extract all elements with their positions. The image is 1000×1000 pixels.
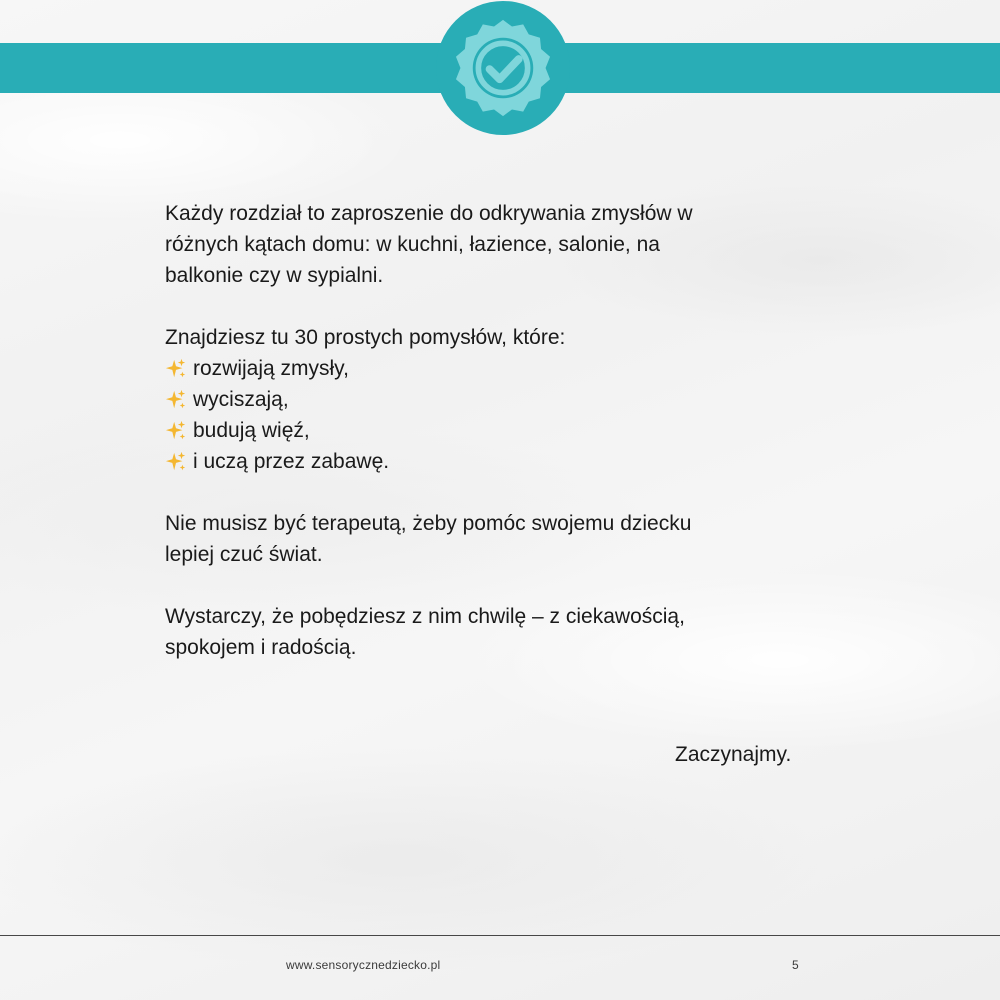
- page-number: 5: [792, 958, 799, 972]
- sparkles-icon: [165, 389, 187, 411]
- list-item: [165, 415, 835, 446]
- paragraph-line: Każdy rozdział to zaproszenie do odkrywania zmysłów w: [165, 202, 693, 225]
- header-badge: [436, 1, 570, 135]
- closing-text: Zaczynajmy.: [675, 743, 792, 766]
- footer-divider: [0, 935, 1000, 936]
- list-item-label: rozwijają zmysły,: [193, 357, 349, 380]
- main-content: [165, 198, 835, 694]
- ideas-list: [165, 353, 835, 477]
- sparkles-icon: [165, 358, 187, 380]
- list-item: [165, 384, 835, 415]
- list-item: [165, 353, 835, 384]
- list-item-label: budują więź,: [193, 419, 310, 442]
- ideas-section: [165, 322, 835, 477]
- paragraph-chapters: [165, 198, 835, 291]
- list-item: [165, 446, 835, 477]
- list-item-label: i uczą przez zabawę.: [193, 450, 390, 473]
- ideas-intro: Znajdziesz tu 30 prostych pomysłów, które:: [165, 326, 566, 349]
- verified-badge-icon: [447, 12, 559, 124]
- paragraph-line: Nie musisz być terapeutą, żeby pomóc swojemu dziecku: [165, 512, 692, 535]
- sparkles-icon: [165, 420, 187, 442]
- paragraph-line: balkonie czy w sypialni.: [165, 264, 384, 287]
- paragraph-line: lepiej czuć świat.: [165, 543, 323, 566]
- paragraph-line: Wystarczy, że pobędziesz z nim chwilę – z ciekawością,: [165, 605, 685, 628]
- paragraph-line: różnych kątach domu: w kuchni, łazience, salonie, na: [165, 233, 660, 256]
- sparkles-icon: [165, 451, 187, 473]
- paragraph-therapist: [165, 508, 835, 570]
- paragraph-moment: [165, 601, 835, 663]
- paragraph-line: spokojem i radością.: [165, 636, 357, 659]
- list-item-label: wyciszają,: [193, 388, 289, 411]
- footer-website: www.sensorycznedziecko.pl: [286, 958, 441, 972]
